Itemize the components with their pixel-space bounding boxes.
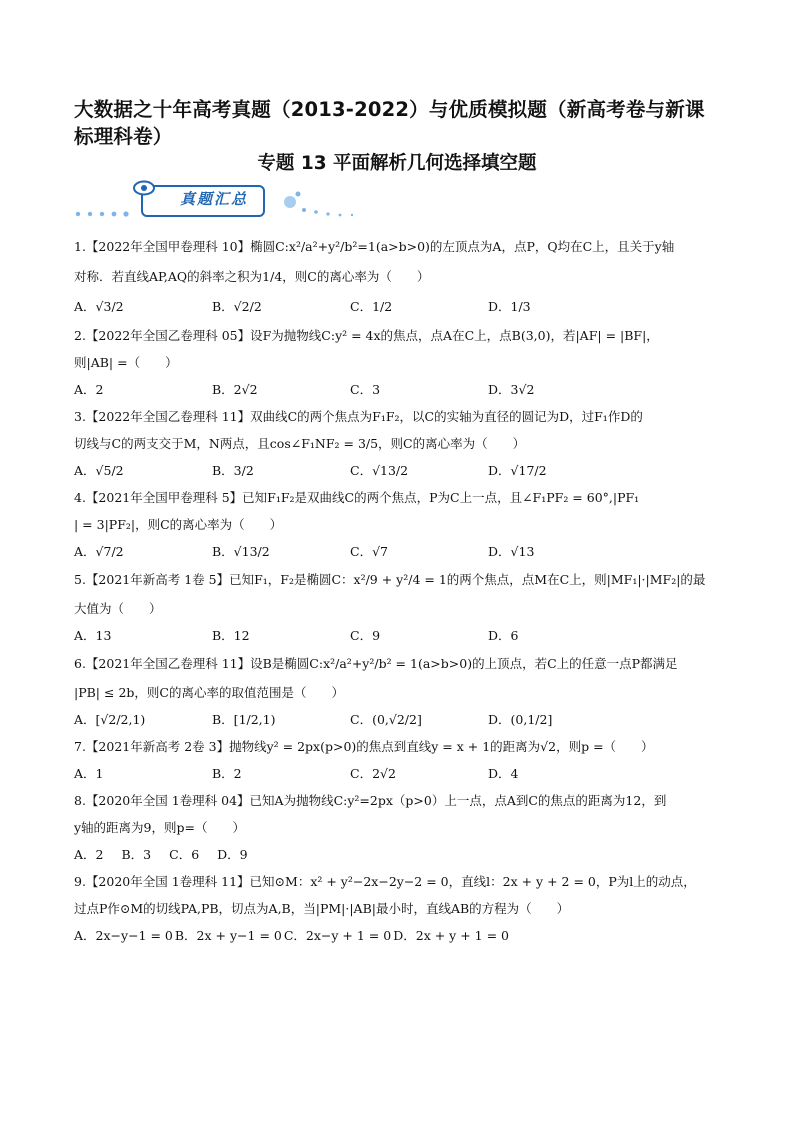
option-row xyxy=(74,922,722,949)
question-text-line: 6.【2021年全国乙卷理科 11】设B是椭圆C:x²/a²+y²/b² = 1(a>b>0)的上顶点，若C上的任意一点P都满足 xyxy=(74,656,678,671)
option-d: D．2x + y + 1 = 0 xyxy=(393,928,509,943)
option-b: B．12 xyxy=(212,628,250,643)
question-text-line: 大值为（ ） xyxy=(74,601,162,616)
option-c: C．3 xyxy=(350,382,381,397)
option-c: C．(0,√2/2] xyxy=(350,712,422,727)
question-text-line: 切线与C的两支交于M，N两点，且cos∠F₁NF₂ = 3/5，则C的离心率为（ ） xyxy=(74,436,526,451)
option-c: C．9 xyxy=(350,628,381,643)
option-b: B．2√2 xyxy=(212,382,258,397)
question-text-line: 4.【2021年全国甲卷理科 5】已知F₁F₂是双曲线C的两个焦点，P为C上一点，且∠F₁PF₂ = 60°,|PF₁ xyxy=(74,490,640,505)
option-c: C．1/2 xyxy=(350,299,393,314)
dots-right-decoration xyxy=(284,192,353,217)
option-d: D．6 xyxy=(488,628,519,643)
option-row xyxy=(74,292,722,322)
option-b: B．√13/2 xyxy=(212,544,270,559)
option-a: A．2 xyxy=(74,847,104,862)
option-row xyxy=(74,706,722,733)
question-list xyxy=(74,232,722,949)
dots-left-decoration xyxy=(76,211,129,216)
document-subtitle: 专题 13 平面解析几何选择填空题 xyxy=(257,153,537,174)
question-1 xyxy=(74,232,722,322)
option-d: D．9 xyxy=(217,847,248,862)
option-a: A．√5/2 xyxy=(74,463,124,478)
option-d: D．√17/2 xyxy=(488,463,547,478)
question-text-line: 1.【2022年全国甲卷理科 10】椭圆C:x²/a²+y²/b²=1(a>b>0)的左顶点为A，点P，Q均在C上，且关于y轴 xyxy=(74,239,675,254)
option-a: A．1 xyxy=(74,766,104,781)
option-b: B．2 xyxy=(212,766,242,781)
option-d: D．3√2 xyxy=(488,382,535,397)
question-2 xyxy=(74,322,722,403)
option-a: A．13 xyxy=(74,628,112,643)
question-text-line: | = 3|PF₂|，则C的离心率为（ ） xyxy=(74,517,283,532)
question-9 xyxy=(74,868,722,949)
question-4 xyxy=(74,484,722,565)
question-6 xyxy=(74,649,722,733)
option-c: C．√7 xyxy=(350,544,388,559)
question-text-line: 过点P作⊙M的切线PA,PB，切点为A,B，当|PM|·|AB|最小时，直线AB的方程为（ ） xyxy=(74,901,570,916)
option-b: B．[1/2,1) xyxy=(212,712,276,727)
option-c: C．2√2 xyxy=(350,766,396,781)
option-c: C．2x−y + 1 = 0 xyxy=(283,928,392,943)
option-b: B．√2/2 xyxy=(212,299,262,314)
question-8 xyxy=(74,787,722,868)
question-text-line: y轴的距离为9，则p=（ ） xyxy=(74,820,245,835)
option-b: B．3/2 xyxy=(212,463,254,478)
question-text-line: 2.【2022年全国乙卷理科 05】设F为抛物线C:y² = 4x的焦点，点A在C上，点B(3,0)，若|AF| = |BF|， xyxy=(74,328,659,343)
question-7 xyxy=(74,733,722,787)
eye-icon xyxy=(134,182,154,195)
option-row xyxy=(74,457,722,484)
option-a: A．2 xyxy=(74,382,104,397)
option-c: C．6 xyxy=(169,847,200,862)
option-d: D．1/3 xyxy=(488,299,531,314)
question-text-line: |PB| ≤ 2b，则C的离心率的取值范围是（ ） xyxy=(74,685,344,700)
option-a: A．[√2/2,1) xyxy=(74,712,146,727)
question-text-line: 3.【2022年全国乙卷理科 11】双曲线C的两个焦点为F₁F₂，以C的实轴为直径的圆记为D，过F₁作D的 xyxy=(74,409,643,424)
option-b: B．3 xyxy=(121,847,152,862)
option-row xyxy=(74,376,722,403)
section-label: 真题汇总 xyxy=(179,190,248,208)
option-b: B．2x + y−1 = 0 xyxy=(174,928,282,943)
question-text-line: 9.【2020年全国 1卷理科 11】已知⊙M：x² + y²−2x−2y−2 = 0，直线l：2x + y + 2 = 0，P为l上的动点， xyxy=(74,874,696,889)
question-text-line: 对称．若直线AP,AQ的斜率之积为1/4，则C的离心率为（ ） xyxy=(74,269,430,284)
option-c: C．√13/2 xyxy=(350,463,409,478)
question-5 xyxy=(74,565,722,649)
option-row xyxy=(74,841,722,868)
option-d: D．√13 xyxy=(488,544,535,559)
question-3 xyxy=(74,403,722,484)
option-a: A．√3/2 xyxy=(74,299,124,314)
option-row xyxy=(74,538,722,565)
question-text-line: 5.【2021年新高考 1卷 5】已知F₁，F₂是椭圆C：x²/9 + y²/4 = 1的两个焦点，点M在C上，则|MF₁|·|MF₂|的最 xyxy=(74,572,706,587)
question-text-line: 7.【2021年新高考 2卷 3】抛物线y² = 2px(p>0)的焦点到直线y = x + 1的距离为√2，则p =（ ） xyxy=(74,739,654,754)
option-row xyxy=(74,760,722,787)
question-text-line: 8.【2020年全国 1卷理科 04】已知A为抛物线C:y²=2px（p>0）上一点，点A到C的焦点的距离为12，到 xyxy=(74,793,667,808)
option-d: D．(0,1/2] xyxy=(488,712,553,727)
question-text-line: 则|AB| =（ ） xyxy=(74,355,178,370)
option-a: A．2x−y−1 = 0 xyxy=(74,928,173,943)
option-d: D．4 xyxy=(488,766,519,781)
document-title: 大数据之十年高考真题（2013-2022）与优质模拟题（新高考卷与新课标理科卷） xyxy=(74,98,705,148)
option-row xyxy=(74,622,722,649)
option-a: A．√7/2 xyxy=(74,544,124,559)
